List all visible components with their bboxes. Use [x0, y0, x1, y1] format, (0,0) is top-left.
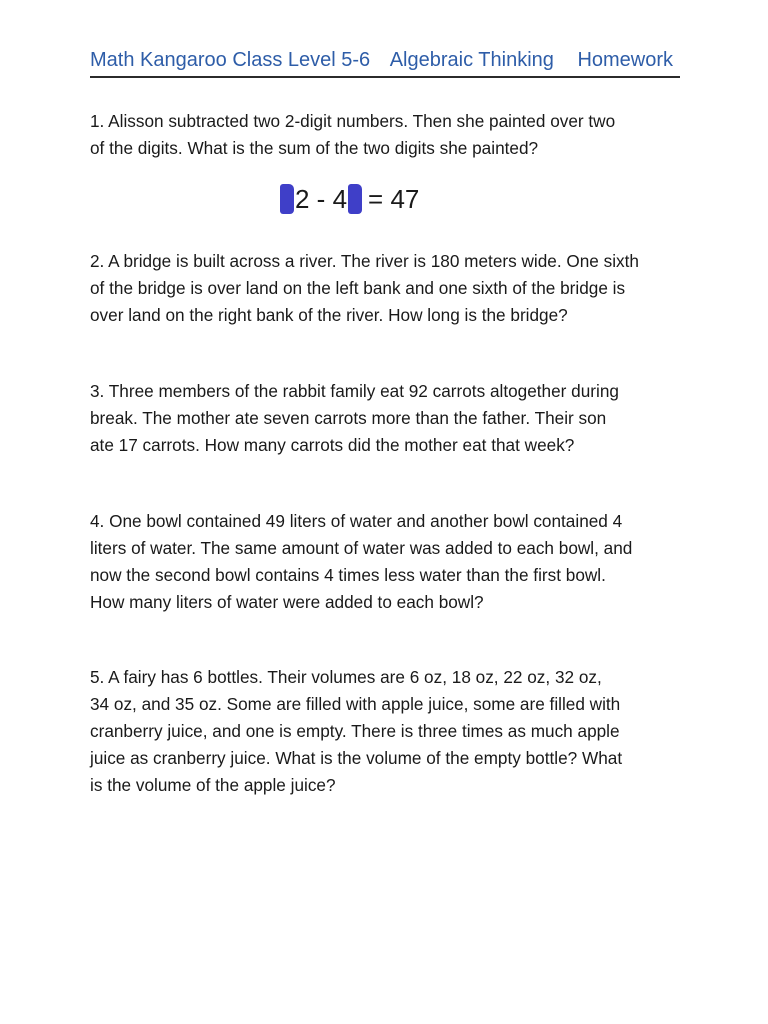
painted-equation — [280, 182, 419, 216]
problem-3 — [90, 378, 690, 459]
problem-line: liters of water. The same amount of water was added to each bowl, and — [90, 538, 633, 558]
problem-2 — [90, 248, 690, 329]
equation-part-1: 2 - 4 — [295, 184, 348, 214]
page-header — [90, 46, 680, 78]
problem-line: 1. Alisson subtracted two 2-digit numbers. Then she painted over two — [90, 111, 616, 131]
problem-line: of the digits. What is the sum of the two digits she painted? — [90, 138, 539, 158]
equation-part-2: = 47 — [368, 184, 420, 214]
problem-line: is the volume of the apple juice? — [90, 775, 336, 795]
painted-digit-mark — [280, 184, 294, 214]
problem-line: 2. A bridge is built across a river. The river is 180 meters wide. One sixth — [90, 251, 639, 271]
problem-line: break. The mother ate seven carrots more than the father. Their son — [90, 408, 607, 428]
problem-line: 34 oz, and 35 oz. Some are filled with apple juice, some are filled with — [90, 694, 621, 714]
header-level: Math Kangaroo Class Level 5-6 — [90, 49, 371, 71]
problem-4 — [90, 508, 690, 616]
problem-line: 5. A fairy has 6 bottles. Their volumes are 6 oz, 18 oz, 22 oz, 32 oz, — [90, 667, 602, 687]
problem-line: now the second bowl contains 4 times less water than the first bowl. — [90, 565, 606, 585]
problem-line: over land on the right bank of the river. How long is the bridge? — [90, 305, 568, 325]
problem-line: 3. Three members of the rabbit family eat 92 carrots altogether during — [90, 381, 619, 401]
problem-line: of the bridge is over land on the left bank and one sixth of the bridge is — [90, 278, 626, 298]
problem-line: cranberry juice, and one is empty. There is three times as much apple — [90, 721, 620, 741]
problem-1 — [90, 108, 690, 162]
problem-line: juice as cranberry juice. What is the volume of the empty bottle? What — [90, 748, 623, 768]
problem-line: 4. One bowl contained 49 liters of water and another bowl contained 4 — [90, 511, 623, 531]
problem-5 — [90, 664, 690, 799]
problem-line: ate 17 carrots. How many carrots did the mother eat that week? — [90, 435, 575, 455]
painted-digit-mark — [348, 184, 362, 214]
header-type: Homework — [577, 49, 674, 71]
header-topic: Algebraic Thinking — [389, 49, 554, 71]
problem-line: How many liters of water were added to each bowl? — [90, 592, 484, 612]
